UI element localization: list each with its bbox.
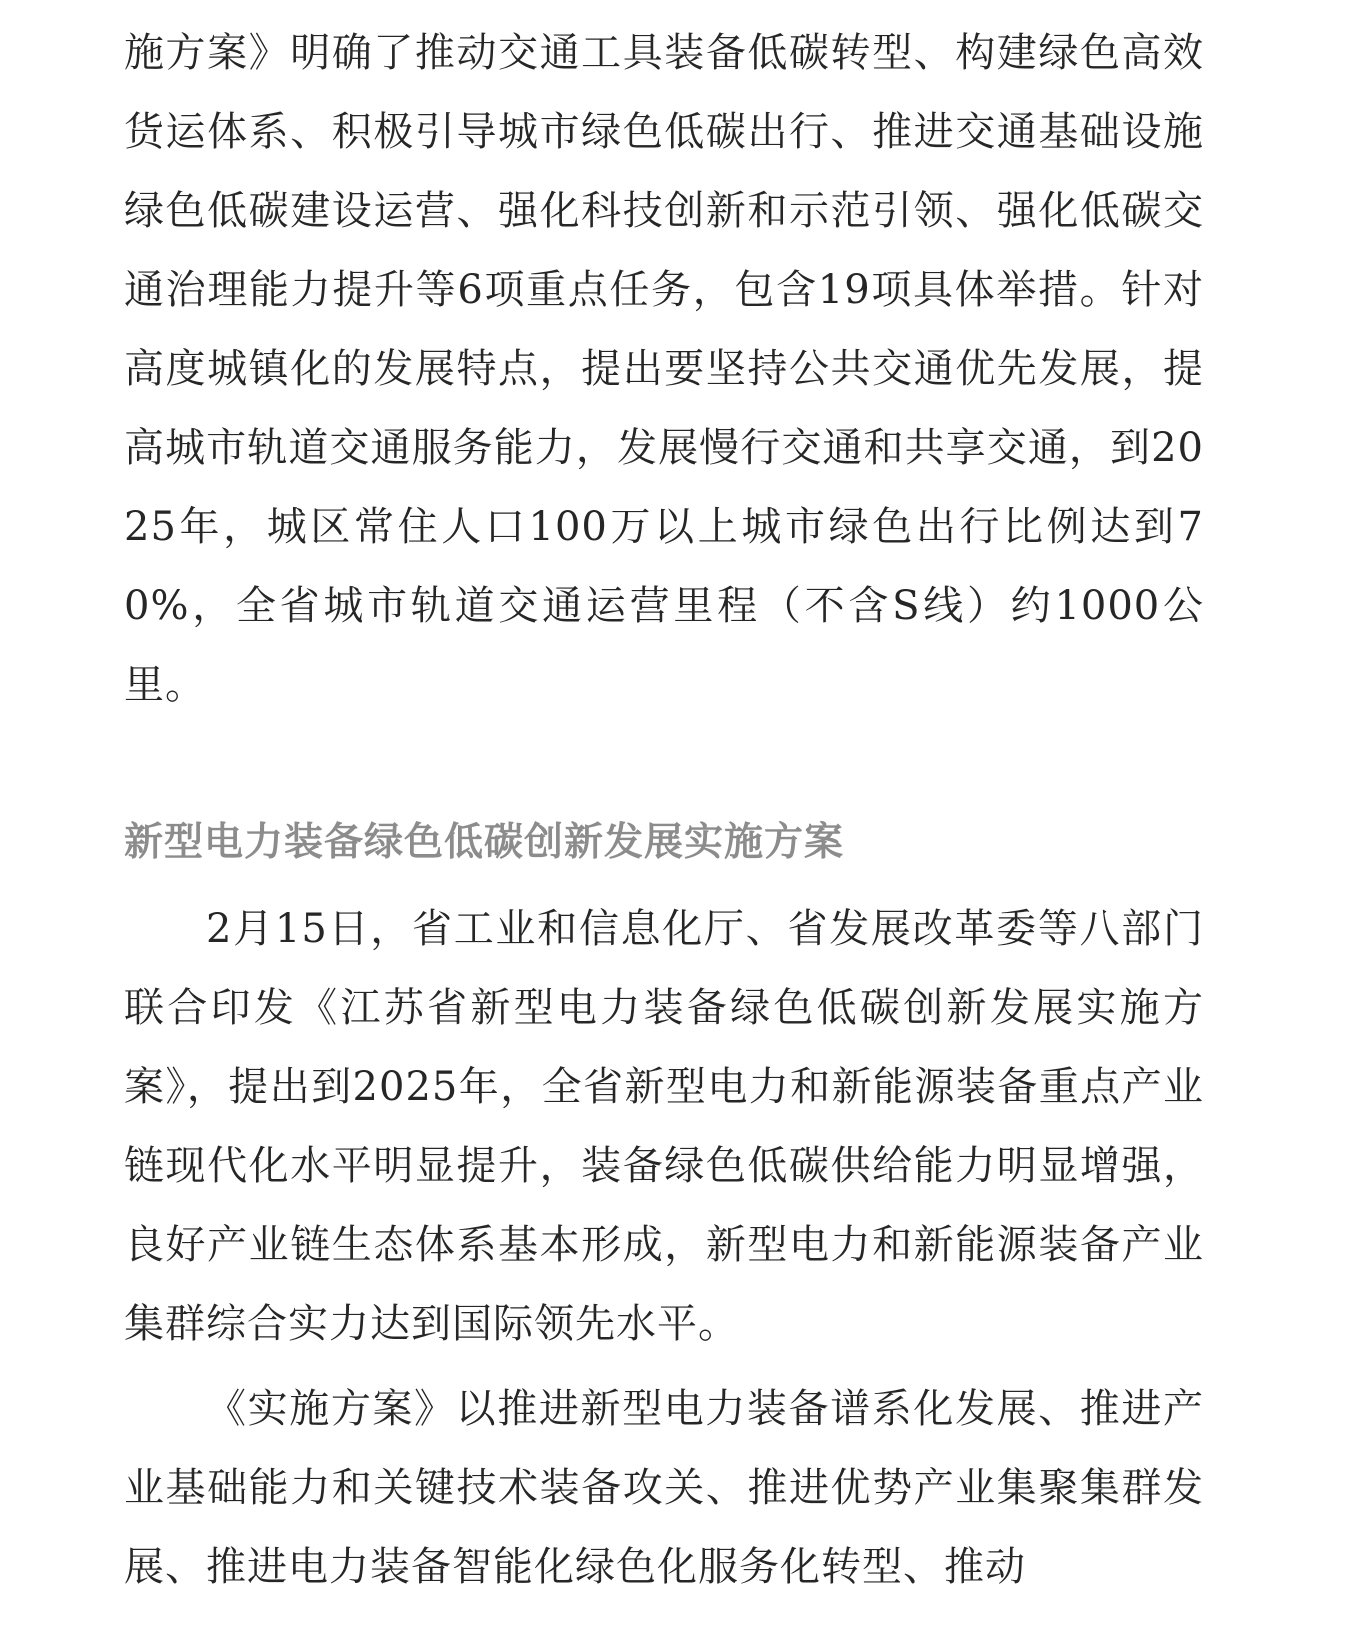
continuation-paragraph: 施方案》明确了推动交通工具装备低碳转型、构建绿色高效货运体系、积极引导城市绿色低碳出行、推进交通基础设施绿色低碳建设运营、强化科技创新和示范引领、强化低碳交通治理能力提升等6项重点任务，包含19项具体举措。针对高度城镇化的发展特点，提出要坚持公共交通优先发展，提高城市轨道交通服务能力，发展慢行交通和共享交通，到2025年，城区常住人口100万以上城市绿色出行比例达到70%，全省城市轨道交通运营里程（不含S线）约1000公里。 [124, 30, 1204, 708]
continuation-text-block [124, 14, 1204, 725]
body-paragraph: 2月15日，省工业和信息化厅、省发展改革委等八部门联合印发《江苏省新型电力装备绿色低碳创新发展实施方案》，提出到2025年，全省新型电力和新能源装备重点产业链现代化水平明显提升，装备绿色低碳供给能力明显增强，良好产业链生态体系基本形成，新型电力和新能源装备产业集群综合实力达到国际领先水平。 [124, 906, 1204, 1347]
section-body [124, 890, 1204, 1607]
section-heading: 新型电力装备绿色低碳创新发展实施方案 [124, 820, 845, 865]
body-paragraph: 《实施方案》以推进新型电力装备谱系化发展、推进产业基础能力和关键技术装备攻关、推进优势产业集聚集群发展、推进电力装备智能化绿色化服务化转型、推动 [124, 1386, 1204, 1590]
